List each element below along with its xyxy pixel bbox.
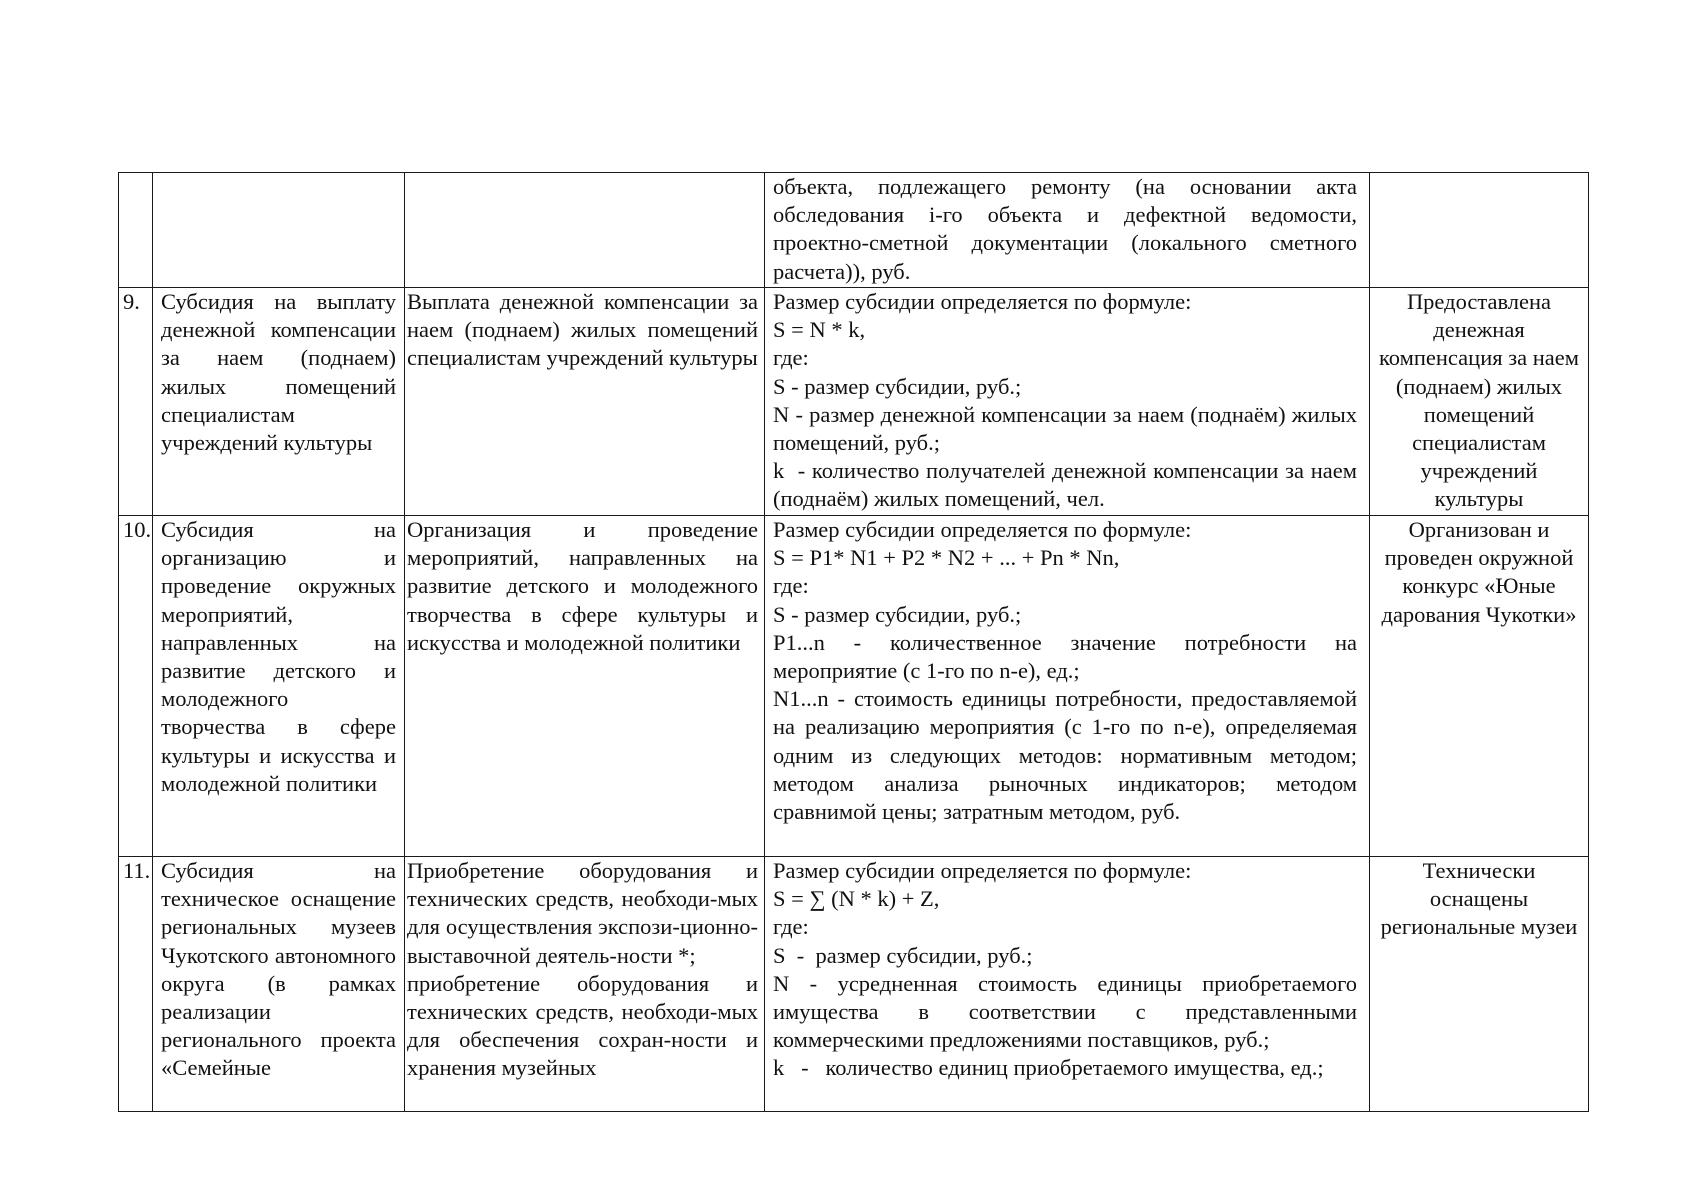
purpose-text	[407, 857, 764, 1111]
subsidy-name-cell: Субсидия на организацию и проведение окружных мероприятий, направленных на развитие детского и молодежного творчества в сфере культуры и искусства и молодежной политики	[153, 516, 405, 857]
method-line: P1...n - количественное значение потребности на мероприятие (с 1-го по n-е), ед.;	[773, 629, 1363, 684]
method-line: объекта, подлежащего ремонту (на основании акта обследования i-го объекта и дефектной ведомости, проектно-сметной документации (локального сметного расчета)), руб.	[773, 174, 1363, 284]
calculation-method-cell	[765, 288, 1370, 516]
calculation-method-cell	[765, 173, 1370, 288]
purpose-cell: Выплата денежной компенсации за наем (поднаем) жилых помещений специалистам учреждений культуры	[405, 288, 765, 516]
method-line: Размер субсидии определяется по формуле:	[773, 858, 1192, 883]
purpose-cell	[405, 857, 765, 1112]
purpose-line: приобретение оборудования и технических средств, необходи-мых для обеспечения сохран-ности и хранения музейных	[407, 970, 764, 1081]
method-line: k - количество единиц приобретаемого имущества, ед.;	[773, 1055, 1324, 1081]
subsidy-name-cell	[153, 857, 405, 1112]
method-line: S - размер субсидии, руб.;	[773, 942, 1033, 968]
method-line: Размер субсидии определяется по формуле:	[773, 517, 1192, 542]
method-text	[773, 857, 1363, 1111]
method-line: где:	[773, 914, 809, 940]
table-row	[119, 516, 1589, 857]
result-cell	[1370, 173, 1589, 288]
row-number-cell: 9.	[119, 288, 153, 516]
method-line: где:	[773, 573, 809, 599]
row-number-cell: 10.	[119, 516, 153, 857]
purpose-cell: Организация и проведение мероприятий, направленных на развитие детского и молодежного творчества в сфере культуры и искусства и молодежной политики	[405, 516, 765, 857]
table-row	[119, 857, 1589, 1112]
subsidy-name-cell: Субсидия на выплату денежной компенсации за наем (поднаем) жилых помещений специалистам учреждений культуры	[153, 288, 405, 516]
method-line: N - размер денежной компенсации за наем (поднаём) жилых помещений, руб.;	[773, 401, 1363, 456]
row-number: 11.	[123, 858, 151, 883]
purpose-cell	[405, 173, 765, 288]
result-cell: Организован и проведен окружной конкурс «Юные дарования Чукотки»	[1370, 516, 1589, 857]
method-line: N1...n - стоимость единицы потребности, предоставляемой на реализацию мероприятия (с 1-го по n-е), определяемая одним из следующих методов: нормативным методом; методом анализа рыночных индикаторов; методом сравнимой цены; затратным методом, руб.	[773, 686, 1363, 825]
method-line: S - размер субсидии, руб.;	[773, 601, 1022, 627]
method-line: k - количество получателей денежной компенсации за наем (поднаём) жилых помещений, чел.	[773, 458, 1363, 512]
subsidy-name: Субсидия на техническое оснащение региональных музеев Чукотского автономного округа (в рамках реализации регионального проекта «Семейные	[161, 858, 396, 1081]
method-line: Размер субсидии определяется по формуле:	[773, 289, 1192, 314]
table-row	[119, 173, 1589, 288]
table-row	[119, 288, 1589, 516]
purpose-line: Приобретение оборудования и технических средств, необходи-мых для осуществления экспози-ционно-выставочной деятель-ности *;	[407, 858, 764, 968]
formula-line: S = P1* N1 + P2 * N2 + ... + Pn * Nn,	[773, 545, 1120, 571]
result-cell	[1370, 857, 1589, 1112]
method-line: S - размер субсидии, руб.;	[773, 373, 1022, 399]
subsidy-table	[118, 172, 1589, 1112]
formula-line: S = N * k,	[773, 317, 866, 343]
row-number-cell	[119, 857, 153, 1112]
calculation-method-cell	[765, 857, 1370, 1112]
result-cell: Предоставлена денежная компенсация за наем (поднаем) жилых помещений специалистам учреждений культуры	[1370, 288, 1589, 516]
subsidy-name-cell	[153, 173, 405, 288]
method-line: N - усредненная стоимость единицы приобретаемого имущества в соответствии с представленными коммерческими предложениями поставщиков, руб.;	[773, 970, 1363, 1053]
formula-line: S = ∑ (N * k) + Z,	[773, 886, 940, 912]
method-line: где:	[773, 345, 809, 371]
row-number-cell	[119, 173, 153, 288]
calculation-method-cell	[765, 516, 1370, 857]
result-text: Технически оснащены региональные музеи	[1380, 858, 1578, 940]
